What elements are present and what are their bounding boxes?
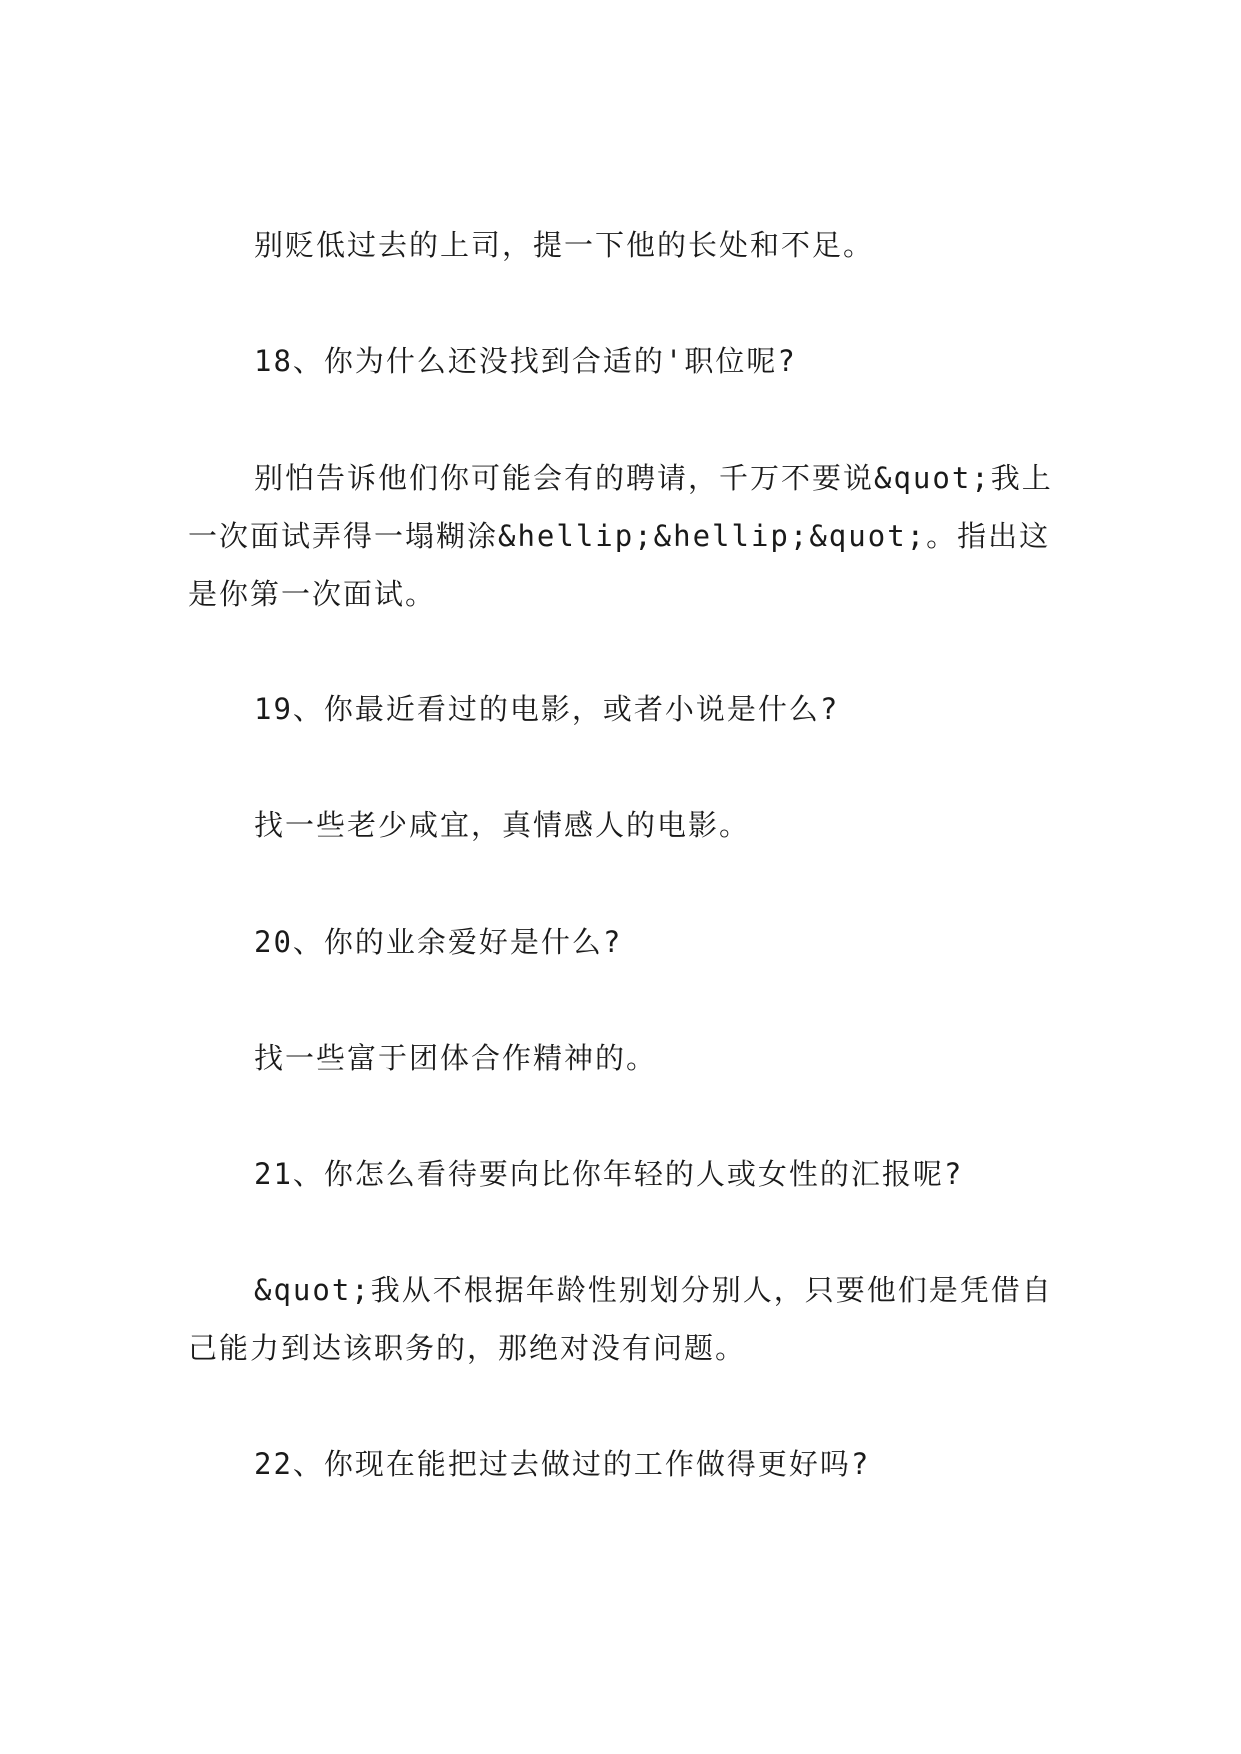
question-20: 20、你的业余爱好是什么? bbox=[254, 925, 623, 959]
paragraph-text: 别贬低过去的上司，提一下他的长处和不足。 bbox=[254, 228, 875, 262]
paragraph-text: 找一些富于团体合作精神的。 bbox=[254, 1041, 658, 1075]
paragraph-text: 找一些老少咸宜，真情感人的电影。 bbox=[254, 808, 751, 842]
question-22: 22、你现在能把过去做过的工作做得更好吗? bbox=[254, 1447, 871, 1481]
paragraph-text: &quot;我从不根据年龄性别划分别人，只要他们是凭借自己能力到达该职务的，那绝对没有问题。 bbox=[188, 1273, 1053, 1365]
paragraph-text: 别怕告诉他们你可能会有的聘请，千万不要说&quot;我上一次面试弄得一塌糊涂&hellip;&hellip;&quot;。指出这是你第一次面试。 bbox=[188, 461, 1053, 611]
question-21: 21、你怎么看待要向比你年轻的人或女性的汇报呢? bbox=[254, 1157, 964, 1191]
question-18: 18、你为什么还没找到合适的'职位呢? bbox=[254, 344, 797, 378]
question-19: 19、你最近看过的电影，或者小说是什么? bbox=[254, 692, 840, 726]
